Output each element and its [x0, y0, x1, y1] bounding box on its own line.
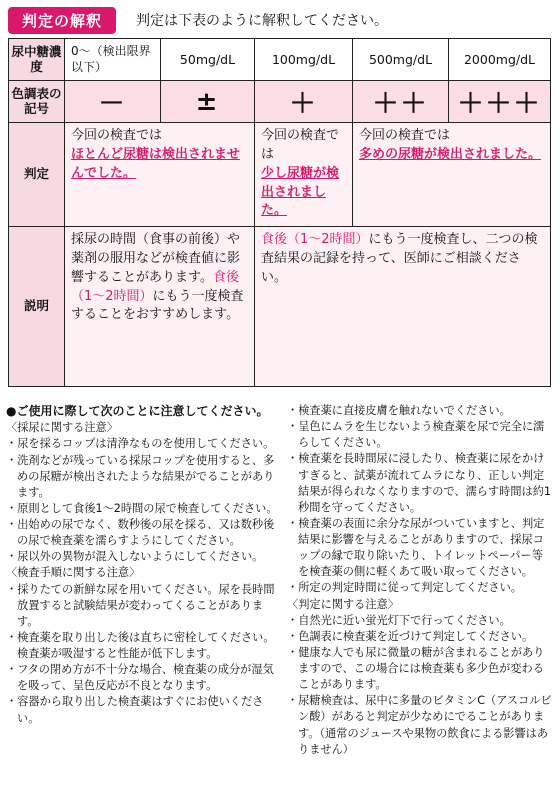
symbol-cell: ＋＋	[353, 81, 449, 123]
note-item: ・尿糖検査は、尿中に多量のビタミンC（アスコルビン酸）があると判定が少なめにでることがあります。（通常のジュースや果物の飲食による影響はありません）	[287, 694, 552, 756]
result-row	[9, 123, 551, 227]
concentration-cell: 100mg/dL	[255, 39, 353, 81]
symbol-cell: ＋	[255, 81, 353, 123]
notes-subheading: 〈検査手順に関する注意〉	[6, 566, 141, 580]
note-item: ・自然光に近い蛍光灯下で行ってください。	[287, 613, 511, 627]
symbol-cell: －	[65, 81, 161, 123]
concentration-cell: 500mg/dL	[353, 39, 449, 81]
note-item: ・尿以外の異物が混入しないようにしてください。	[6, 550, 264, 564]
note-item: ・健康な人でも尿に微量の糖が含まれることがありますので、この場合には検査薬も多少色が変わることがあります。	[287, 645, 545, 692]
explanation-emph: 食後（1～2時間）	[261, 232, 369, 247]
result-emph: 多めの尿糖が検出されました。	[359, 146, 542, 162]
concentration-cell: 2000mg/dL	[449, 39, 551, 81]
explanation-label: 説明	[9, 227, 65, 387]
explanation-text: 採尿の時間（食事の前後）や薬剤の服用などが検査値に影響することがあります。	[71, 232, 241, 285]
note-item: ・所定の判定時間に従って判定してください。	[287, 581, 522, 595]
symbol-row	[9, 81, 551, 123]
result-cell-trace	[255, 123, 353, 227]
notes-title: ●ご使用に際して次のことに注意してください。	[6, 404, 269, 418]
notes-column-left	[6, 403, 278, 727]
result-cell-negative	[65, 123, 255, 227]
note-item: ・検査薬の表面に余分な尿がついていますと、判定結果に影響を与えることがありますので、採尿コップの縁で取り除いたり、トイレットペーパー等を検査薬の側に軽くあて吸い取ってください。	[287, 516, 545, 579]
notes-column-right	[287, 403, 552, 758]
concentration-cell: 50mg/dL	[161, 39, 255, 81]
note-item: ・尿を採るコップは清浄なものを使用してください。	[6, 437, 275, 451]
notes-subheading: 〈採尿に関する注意〉	[6, 421, 118, 435]
symbol-cell: ±	[161, 81, 255, 123]
explanation-cell-left	[65, 227, 255, 387]
concentration-cell: 0～（検出限界以下）	[65, 39, 161, 81]
concentration-label: 尿中糖濃度	[9, 39, 65, 81]
intro-text: 判定は下表のように解釈してください。	[136, 13, 389, 29]
explanation-emph: 食後（1～2時間）	[71, 269, 239, 304]
note-item: ・洗剤などが残っている採尿コップを使用すると、多めの尿糖が検出されたような結果がでることがあります。	[6, 453, 275, 499]
result-emph: 少し尿糖が検出されました。	[261, 165, 340, 219]
result-cell-positive	[353, 123, 551, 227]
note-item: ・原則として食後1～2時間の尿で検査してください。	[6, 501, 278, 515]
notes-subheading: 〈判定に関する注意〉	[287, 597, 399, 611]
result-emph: ほとんど尿糖は検出されませんでした。	[71, 146, 241, 181]
result-plain: 今回の検査では	[261, 128, 340, 162]
note-item: ・呈色にムラを生じないよう検査薬を尿で完全に濡らしてください。	[287, 420, 545, 450]
notes-list-right	[287, 403, 552, 758]
note-item: ・採りたての新鮮な尿を用いてください。尿を長時間放置すると試験結果が変わってくることがあります。	[6, 582, 275, 628]
result-plain: 今回の検査では	[71, 128, 163, 143]
note-item: ・検査薬を長時間尿に浸したり、検査薬に尿をかけすぎると、試薬が流れてムラになり、正しい判定結果が得られなくなりますので、濡らす時間は約1秒間を守ってください。	[287, 452, 552, 514]
section-header	[8, 8, 388, 32]
result-plain: 今回の検査では	[359, 128, 451, 143]
note-item: ・容器から取り出した検査薬はすぐにお使いください。	[6, 695, 264, 725]
explanation-text: にもう一度検査することをおすすめします。	[71, 288, 244, 323]
notes-list-left	[6, 420, 278, 726]
note-item: ・出始めの尿でなく、数秒後の尿を採る、又は数秒後の尿で検査薬を濡らすようにしてください。	[6, 518, 275, 548]
note-item: ・色調表に検査薬を近づけて判定してください。	[287, 629, 534, 643]
note-item: ・フタの閉め方が不十分な場合、検査薬の成分が湿気を吸って、呈色反応が不良となります。	[6, 663, 274, 693]
interpretation-table	[8, 38, 551, 387]
explanation-cell-right	[255, 227, 551, 387]
section-badge: 判定の解釈	[8, 7, 116, 34]
explanation-text: にもう一度検査し、二つの検査結果の記録を持って、医師にご相談ください。	[261, 232, 538, 285]
symbol-cell: ＋＋＋	[449, 81, 551, 123]
symbol-label: 色調表の記号	[9, 81, 65, 123]
explanation-row	[9, 227, 551, 387]
result-label: 判定	[9, 123, 65, 227]
concentration-row	[9, 39, 551, 81]
note-item: ・検査薬を取り出した後は直ちに密栓してください。検査薬が吸湿すると性能が低下します。	[6, 630, 275, 661]
note-item: ・検査薬に直接皮膚を触れないでください。	[287, 404, 511, 417]
